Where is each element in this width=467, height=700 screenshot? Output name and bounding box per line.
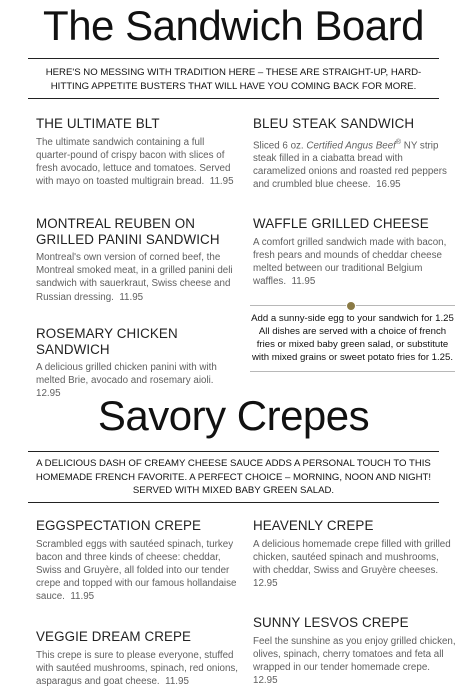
- divider-crepes-top: [28, 451, 439, 452]
- divider-intro-bottom: [28, 98, 439, 99]
- item-name: WAFFLE GRILLED CHEESE: [253, 216, 429, 231]
- item-price: 12.95: [253, 675, 278, 687]
- menu-item-waffle-grilled-cheese: [253, 216, 453, 288]
- item-description: This crepe is sure to please everyone, stuffed with sautéed mushrooms, spinach, red onions, asparagus and goat cheese. 11.95: [36, 649, 239, 687]
- item-description: The ultimate sandwich containing a full quarter-pound of crispy bacon with slices of fresh avocado, lettuce and tomatoes. Served with mayo on toasted multigrain bread. 11.95: [36, 136, 234, 188]
- savory-crepes-intro: A DELICIOUS DASH OF CREAMY CHEESE SAUCE ADDS A PERSONAL TOUCH TO THIS HOMEMADE FRENCH FAVORITE. A PERFECT CHOICE – MORNING, NOON AND NIGHT! SERVED WITH MIXED BABY GREEN SALAD.: [35, 458, 432, 496]
- item-price: 12.95: [36, 388, 61, 400]
- item-price: 11.95: [70, 591, 95, 603]
- divider-crepes-intro-bottom: [28, 502, 439, 503]
- item-price: 11.95: [209, 176, 234, 188]
- item-name: HEAVENLY CREPE: [253, 518, 374, 533]
- item-description: Sliced 6 oz. Certified Angus Beef® NY strip steak filled in a ciabatta bread with caramelized onions and roasted red peppers and crumbled blue cheese. 16.95: [253, 138, 447, 191]
- side-note-text: [250, 312, 455, 364]
- menu-item-ultimate-blt: [36, 116, 236, 188]
- item-description: A delicious grilled chicken panini with with melted Brie, avocado and rosemary aioli. 12.95: [36, 362, 217, 400]
- menu-item-sunny-lesvos-crepe: [253, 615, 458, 687]
- section-title-savory-crepes: Savory Crepes: [97, 392, 370, 439]
- item-description: Feel the sunshine as you enjoy grilled chicken, olives, spinach, cherry tomatoes and feta all wrapped in our tender homemade crepe. 12.95: [253, 635, 456, 687]
- sandwich-board-intro: HERE'S NO MESSING WITH TRADITION HERE – THESE ARE STRAIGHT-UP, HARD-HITTING APPETITE BUSTERS THAT WILL HAVE YOU COMING BACK FOR MORE.: [45, 67, 422, 92]
- item-price: 11.95: [291, 276, 316, 288]
- menu-item-bleu-steak: [253, 116, 453, 192]
- section-title-sandwich-board: The Sandwich Board: [43, 2, 424, 49]
- item-name: VEGGIE DREAM CREPE: [36, 629, 192, 644]
- item-price: 11.95: [119, 291, 144, 303]
- egg-addon-note: Add a sunny-side egg to your sandwich for 1.25: [251, 313, 454, 324]
- divider-top: [28, 58, 439, 59]
- ornament-icon: [346, 301, 356, 311]
- item-description: A comfort grilled sandwich made with bacon, fresh pears and mounds of cheddar cheese melted between our traditional Belgium waffles. 11.95: [253, 236, 447, 288]
- menu-item-eggspectation-crepe: [36, 518, 241, 604]
- item-name: BLEU STEAK SANDWICH: [253, 116, 415, 131]
- menu-item-veggie-dream-crepe: [36, 629, 244, 688]
- menu-item-heavenly-crepe: [253, 518, 453, 590]
- item-name: SUNNY LESVOS CREPE: [253, 615, 409, 630]
- item-description: Montreal's own version of corned beef, the Montreal smoked meat, in a grilled panini deli sandwich with sauerkraut, Swiss cheese and Russian dressing. 11.95: [36, 252, 233, 303]
- sides-note: All dishes are served with a choice of french fries or mixed baby green salad, or substitute with mixed grains or sweet potato fries for 1.25.: [251, 326, 454, 363]
- item-price: 12.95: [253, 578, 278, 590]
- item-description: A delicious homemade crepe filled with grilled chicken, sautéed spinach and mushrooms, with cheddar, Swiss and Gruyère cheeses. 12.95: [253, 538, 451, 590]
- menu-item-rosemary-chicken: [36, 326, 246, 401]
- item-name: ROSEMARY CHICKEN SANDWICH: [36, 326, 178, 357]
- menu-item-montreal-reuben: [36, 216, 251, 304]
- item-name: MONTREAL REUBEN ON GRILLED PANINI SANDWICH: [36, 216, 220, 247]
- item-name: EGGSPECTATION CREPE: [36, 518, 202, 533]
- side-note-box: [250, 305, 455, 372]
- item-price: 11.95: [165, 675, 189, 687]
- item-description: Scrambled eggs with sautéed spinach, turkey bacon and three kinds of cheese: cheddar, Swiss and Gruyère, all folded into our tender crepe and topped with our famous hollandaise sauce. 11.95: [36, 538, 237, 603]
- item-name: THE ULTIMATE BLT: [36, 116, 160, 131]
- item-price: 16.95: [376, 179, 401, 191]
